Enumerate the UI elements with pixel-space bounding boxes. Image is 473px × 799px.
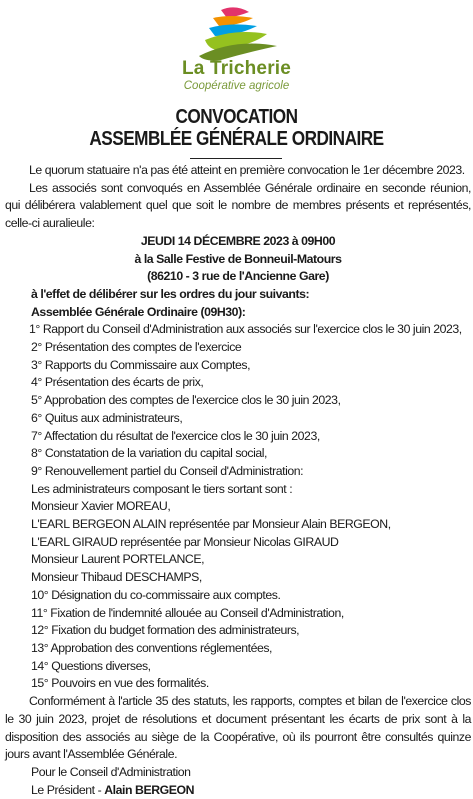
title-convocation: CONVOCATION bbox=[175, 106, 298, 128]
agenda-item: 10° Désignation du co-commissaire aux comptes. bbox=[31, 587, 281, 602]
agenda-item: 8° Constatation de la variation du capital social, bbox=[31, 446, 268, 461]
agenda-item: 14° Questions diverses, bbox=[31, 658, 151, 673]
logo bbox=[0, 0, 473, 100]
agenda-item: 6° Quitus aux administrateurs, bbox=[31, 410, 183, 425]
president-role: Le Président - bbox=[31, 782, 105, 797]
administrator-name: Monsieur Laurent PORTELANCE, bbox=[31, 552, 205, 567]
meeting-venue: à la Salle Festive de Bonneuil-Matours bbox=[134, 251, 342, 266]
agenda-item: 2° Présentation des comptes de l'exercice bbox=[31, 340, 242, 355]
meeting-date: JEUDI 14 DÉCEMBRE 2023 à 09H00 bbox=[140, 233, 336, 248]
logo-subtitle: Coopérative agricole bbox=[183, 80, 290, 92]
administrators-intro: Les administrateurs composant le tiers sortant sont : bbox=[31, 481, 293, 496]
administrator-name: L'EARL GIRAUD représentée par Monsieur Nicolas GIRAUD bbox=[31, 534, 339, 549]
signature-line: Pour le Conseil d'Administration bbox=[31, 764, 191, 779]
cooperative-logo-icon bbox=[191, 6, 281, 62]
meeting-purpose: à l'effet de délibérer sur les ordres du jour suivants: bbox=[31, 286, 310, 301]
agenda-item: 9° Renouvellement partiel du Conseil d'Administration: bbox=[31, 463, 304, 478]
agenda-item: 11° Fixation de l'indemnité allouée au Conseil d'Administration, bbox=[31, 605, 344, 620]
administrator-name: L'EARL BERGEON ALAIN représentée par Monsieur Alain BERGEON, bbox=[31, 517, 391, 532]
president-name: Alain BERGEON bbox=[104, 782, 195, 797]
administrator-name: Monsieur Xavier MOREAU, bbox=[31, 499, 171, 514]
agenda-item: 3° Rapports du Commissaire aux Comptes, bbox=[31, 357, 251, 372]
title-divider bbox=[190, 158, 282, 159]
agenda-item: 7° Affectation du résultat de l'exercice clos le 30 juin 2023, bbox=[31, 428, 320, 443]
title-assembly: ASSEMBLÉE GÉNÉRALE ORDINAIRE bbox=[89, 128, 384, 150]
closing-paragraph: Conformément à l'article 35 des statuts, les rapports, comptes et bilan de l'exercice clos le 30 juin 2023, projet de résolutions et document présentant les écarts de prix sont à la disposition des associés au siège de la Coopérative, où ils pourront être consultés quinze jours avant l'Assemblée Générale. bbox=[5, 694, 471, 762]
quorum-paragraph: Le quorum statuaire n'a pas été atteint en première convocation le 1er décembre 2023. bbox=[29, 163, 465, 177]
convocation-paragraph: Les associés sont convoqués en Assemblée Générale ordinaire en seconde réunion, qui délibérera valablement quel que soit le nombre de membres présents et représentés, celle-ci auralieule: bbox=[5, 180, 471, 231]
agenda-item: 1° Rapport du Conseil d'Administration aux associés sur l'exercice clos le 30 juin 2023, bbox=[29, 322, 462, 337]
administrator-name: Monsieur Thibaud DESCHAMPS, bbox=[31, 570, 202, 585]
agenda-item: 13° Approbation des conventions réglementées, bbox=[31, 640, 273, 655]
meeting-address: (86210 - 3 rue de l'Ancienne Gare) bbox=[147, 269, 329, 284]
signature-president bbox=[5, 782, 471, 799]
agenda-item: 15° Pouvoirs en vue des formalités. bbox=[31, 676, 209, 691]
agenda-item: 4° Présentation des écarts de prix, bbox=[31, 375, 204, 390]
session-heading: Assemblée Générale Ordinaire (09H30): bbox=[31, 304, 246, 319]
logo-name: La Tricherie bbox=[181, 58, 292, 79]
notice-body bbox=[0, 162, 473, 799]
agenda-item: 12° Fixation du budget formation des administrateurs, bbox=[31, 623, 300, 638]
agenda-item: 5° Approbation des comptes de l'exercice clos le 30 juin 2023, bbox=[31, 393, 341, 408]
